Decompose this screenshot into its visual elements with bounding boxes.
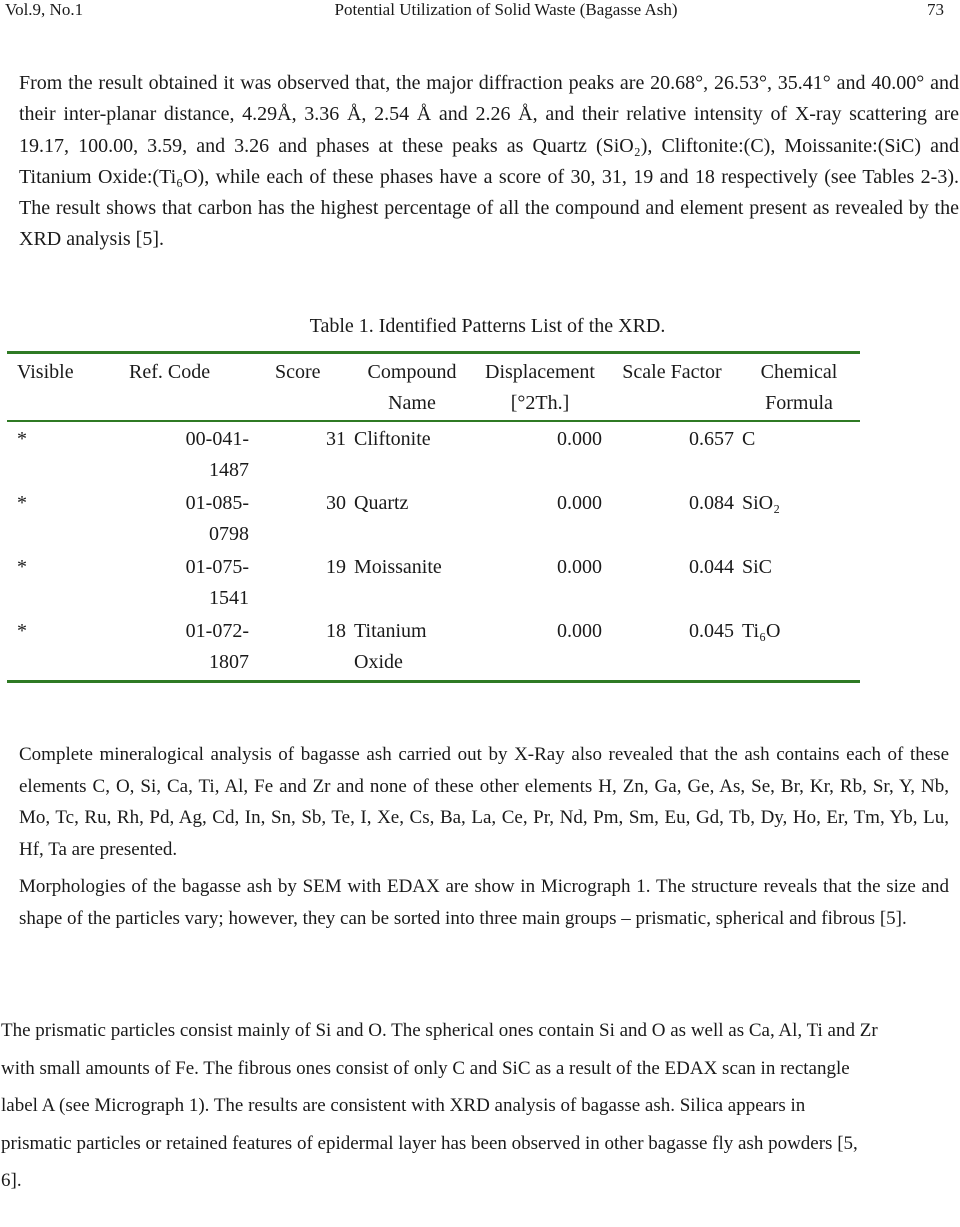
cell-score: 18 <box>326 620 346 642</box>
cell-chemical-formula: SiC <box>742 556 773 578</box>
cell-visible: * <box>17 556 27 578</box>
cell-scale-factor: 0.084 <box>689 492 734 514</box>
cell-visible: * <box>17 492 27 514</box>
table-header-row <box>7 353 860 422</box>
page-number: 73 <box>927 0 944 19</box>
table-caption: Table 1. Identified Patterns List of the XRD. <box>309 315 666 337</box>
paragraph-xrd-results: From the result obtained it was observed that, the major diffraction peaks are 20.68°, 26.53°, 35.41° and 40.00° and their inter-planar distance, 4.29Å, 3.36 Å, 2.54 Å and 2.26 Å, and their relative intensity of X-ray scattering are 19.17, 100.00, 3.59, and 3.26 and phases at these peaks as Quartz (SiO₂), Cliftonite:(C), Moissanite:(SiC) and Titanium Oxide:(Ti₆O), while each of these phases have a score of 30, 31, 19 and 18 respectively (see Tables 2-3). The result shows that carbon has the highest percentage of all the compound and element present as revealed by the XRD analysis [5]. <box>19 72 959 251</box>
cell-scale-factor: 0.045 <box>689 620 734 642</box>
cell-scale-factor: 0.657 <box>689 428 734 450</box>
table-row <box>7 421 860 486</box>
table-row <box>7 486 860 550</box>
paragraph-particle-types: The prismatic particles consist mainly of Si and O. The spherical ones contain Si and O as well as Ca, Al, Ti and Zr with small amounts of Fe. The fibrous ones consist of only C and SiC as a result of the EDAX scan in rectangle label A (see Micrograph 1). The results are consistent with XRD analysis of bagasse ash. Silica appears in prismatic particles or retained features of epidermal layer has been observed in other bagasse fly ash powders [5, 6]. <box>1 1020 878 1191</box>
cell-compound-name: Cliftonite <box>354 428 431 450</box>
cell-chemical-formula: C <box>742 428 756 450</box>
running-title: Potential Utilization of Solid Waste (Bagasse Ash) <box>334 0 678 19</box>
cell-ref-code: 00-041-1487 <box>185 428 249 481</box>
cell-score: 31 <box>326 428 346 450</box>
header-score: Score <box>275 361 321 383</box>
header-ref-code: Ref. Code <box>129 361 211 383</box>
volume-label: Vol.9, No.1 <box>5 0 84 19</box>
header-compound-name: Compound Name <box>367 361 457 414</box>
cell-ref-code: 01-085-0798 <box>185 492 249 545</box>
paragraph-mineralogical-analysis: Complete mineralogical analysis of bagasse ash carried out by X-Ray also revealed that the ash contains each of these elements C, O, Si, Ca, Ti, Al, Fe and Zr and none of these other elements H, Zn, Ga, Ge, As, Se, Br, Kr, Rb, Sr, Y, Nb, Mo, Tc, Ru, Rh, Pd, Ag, Cd, In, Sn, Sb, Te, I, Xe, Cs, Ba, La, Ce, Pr, Nd, Pm, Sm, Eu, Gd, Tb, Dy, Ho, Er, Tm, Yb, Lu, Hf, Ta are presented. <box>19 744 949 860</box>
table-row <box>7 550 860 614</box>
cell-chemical-formula: Ti₆O <box>742 620 781 642</box>
cell-score: 30 <box>326 492 346 514</box>
header-displacement: Displacement [°2Th.] <box>485 361 595 414</box>
table-row <box>7 614 860 682</box>
cell-displacement: 0.000 <box>557 428 602 450</box>
cell-compound-name: Titanium Oxide <box>354 620 427 673</box>
cell-compound-name: Quartz <box>354 492 409 514</box>
header-chemical-formula: Chemical Formula <box>760 361 838 414</box>
cell-displacement: 0.000 <box>557 556 602 578</box>
running-header <box>0 0 960 22</box>
xrd-patterns-table <box>7 351 860 683</box>
cell-ref-code: 01-072-1807 <box>185 620 249 673</box>
cell-compound-name: Moissanite <box>354 556 442 578</box>
header-visible: Visible <box>17 361 74 383</box>
cell-displacement: 0.000 <box>557 620 602 642</box>
header-scale-factor: Scale Factor <box>622 361 722 383</box>
cell-chemical-formula: SiO₂ <box>742 492 781 514</box>
cell-visible: * <box>17 428 27 450</box>
cell-ref-code: 01-075-1541 <box>185 556 249 609</box>
cell-scale-factor: 0.044 <box>689 556 734 578</box>
cell-visible: * <box>17 620 27 642</box>
paragraph-morphologies: Morphologies of the bagasse ash by SEM with EDAX are show in Micrograph 1. The structure reveals that the size and shape of the particles vary; however, they can be sorted into three main groups – prismatic, spherical and fibrous [5]. <box>19 876 949 929</box>
cell-displacement: 0.000 <box>557 492 602 514</box>
cell-score: 19 <box>326 556 346 578</box>
